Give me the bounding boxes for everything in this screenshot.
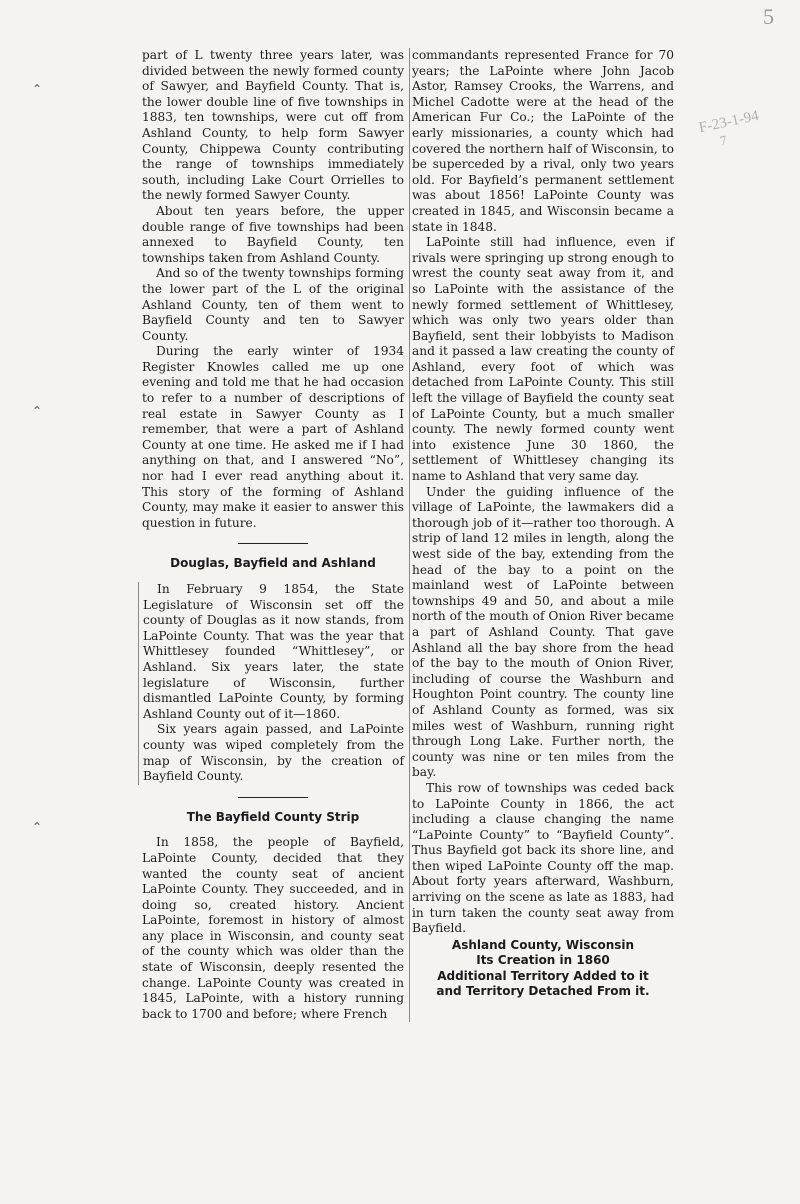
- subtitle-line: and Territory Detached From it.: [436, 984, 650, 999]
- subtitle-line: Additional Territory Added to it: [437, 968, 649, 983]
- section-divider: [238, 797, 308, 798]
- section-heading-strip: The Bayfield County Strip: [186, 809, 360, 824]
- paragraph: commandants represented France for 70 years; the LaPointe where John Jacob Astor, Ramsey Crooks, the Warrens, and Michel Cadotte were at the head of the American Fur Co.; the LaPointe of the early missionaries, a county which had covered the northern half of Wisconsin, to be superceded by a rival, only two years old. For Bayfield’s permanent settlement was about 1856! LaPointe County was created in 1845, and Wisconsin became a state in 1848.: [412, 48, 674, 234]
- margin-note-line2: 7: [718, 132, 729, 149]
- section-douglas-body: [138, 582, 404, 785]
- section-divider: [238, 543, 308, 544]
- paragraph: About ten years before, the upper double range of five townships had been annexed to Bayfield County, ten townships taken from Ashland County.: [142, 203, 404, 265]
- paragraph: Under the guiding influence of the village of LaPointe, the lawmakers did a thorough job of it—rather too thorough. A strip of land 12 miles in length, along the west side of the bay, extending from the head of the bay to a point on the mainland west of LaPointe between townships 49 and 50, and about a mile north of the mouth of Onion River became a part of Ashland County. That gave Ashland all the bay shore from the head of the bay to the mouth of Onion River, including of course the Washburn and Houghton Point country. The county line of Ashland County as formed, was six miles west of Washburn, running right through Long Lake. Further north, the county was nine or ten miles from the bay.: [412, 484, 674, 780]
- paragraph: In 1858, the people of Bayfield, LaPointe County, decided that they wanted the county seat of ancient LaPointe County. They succeeded, and in doing so, created history. Ancient LaPointe, foremost in history of almost any place in Wisconsin, and county seat of the county which was older than the state of Wisconsin, deeply resented the change. LaPointe County was created in 1845, LaPointe, with a history running back to 1700 and before; where French: [142, 835, 404, 1021]
- paragraph: This row of townships was ceded back to LaPointe County in 1866, the act including a clause changing the name “LaPointe County” to “Bayfield County”. Thus Bayfield got back its shore line, and then wiped LaPointe County off the map. About forty years afterward, Washburn, arriving on the scene as late as 1883, had in turn taken the county seat away from Bayfield.: [412, 780, 674, 936]
- subtitle-line: Ashland County, Wisconsin: [451, 937, 635, 952]
- scan-mark-icon: ⌃: [32, 820, 43, 834]
- margin-note-line1: F-23-1-94: [697, 107, 761, 137]
- paragraph: During the early winter of 1934 Register Knowles called me up one evening and told me that he had occasion to refer to a number of descriptions of real estate in Sawyer County as I remember, that were a part of Ashland County at one time. He asked me if I had anything on that, and I answered “No”, nor had I ever read anything about it. This story of the forming of Ashland County, may make it easier to answer this question in future.: [142, 344, 404, 530]
- paragraph: part of L twenty three years later, was divided between the newly formed county of Sawyer, and Bayfield County. That is, the lower double line of five townships in 1883, ten townships, were cut off from Ashland County, to help form Sawyer County, Chippewa County contributing the range of townships immediately south, including Lake Court Orrielles to the newly formed Sawyer County.: [142, 48, 404, 203]
- subtitle-line: Its Creation in 1860: [476, 953, 610, 968]
- paragraph: Six years again passed, and LaPointe county was wiped completely from the map of Wisconsin, by the creation of Bayfield County.: [143, 722, 404, 784]
- scan-mark-icon: ⌃: [32, 82, 43, 96]
- left-column: [142, 48, 410, 1022]
- page-number-mark: 5: [763, 4, 774, 29]
- paragraph: And so of the twenty townships forming the lower part of the L of the original Ashland County, ten of them went to Bayfield County and ten to Sawyer County.: [142, 266, 404, 343]
- paragraph: In February 9 1854, the State Legislature of Wisconsin set off the county of Douglas as it now stands, from LaPointe County. That was the year that Whittlesey founded “Whittlesey”, or Ashland. Six years later, the state legislature of Wisconsin, further dismantled LaPointe County, by forming Ashland County out of it—1860.: [143, 582, 404, 721]
- handwritten-margin-note: [697, 105, 772, 152]
- scan-mark-icon: ⌃: [32, 404, 43, 418]
- article-subtitle: [412, 938, 674, 1000]
- paragraph: LaPointe still had influence, even if rivals were springing up strong enough to wrest the county seat away from it, and so LaPointe with the assistance of the newly formed settlement of Whittlesey, which was only two years older than Bayfield, sent their lobbyists to Madison and it passed a law creating the county of Ashland, every foot of which was detached from LaPointe County. This still left the village of Bayfield the county seat of LaPointe County, but a much smaller county. The newly formed county went into existence June 30 1860, the settlement of Whittlesey changing its name to Ashland that very same day.: [412, 235, 674, 484]
- right-column: [412, 48, 674, 999]
- section-heading-douglas: Douglas, Bayfield and Ashland: [170, 556, 376, 571]
